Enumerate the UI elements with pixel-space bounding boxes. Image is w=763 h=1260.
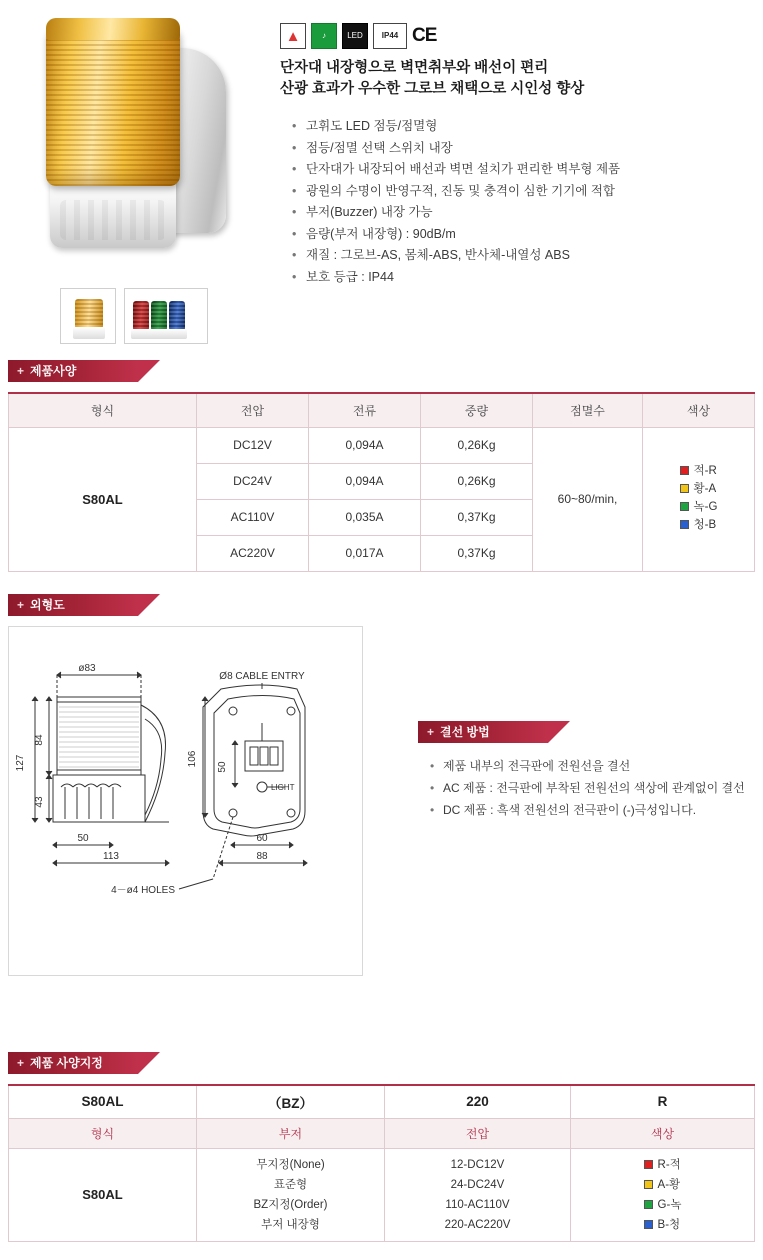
col-color: 색상 [643,393,755,427]
cell-flash-rate: 60~80/min, [533,427,643,571]
col-flash-rate: 점멸수 [533,393,643,427]
cell-weight: 0,37Kg [421,535,533,571]
section-header-wiring-label: + 결선 방법 [418,721,548,743]
color-option [644,1219,681,1231]
order-color-options [571,1148,755,1242]
thumbnail-green-icon [151,301,167,331]
order-code-color: R [571,1085,755,1119]
buzzer-icon: ♪ [311,23,337,49]
cell-current: 0,035A [309,499,421,535]
thumbnail-amber[interactable] [60,288,116,344]
color-label: 청-B [694,519,717,531]
list-item: 220-AC220V [389,1215,566,1235]
headline-line-2: 산광 효과가 우수한 그로브 채택으로 시인성 향상 [280,79,750,100]
dim-113: 113 [103,851,119,862]
color-swatch-blue-icon [680,520,689,529]
product-description [280,22,750,288]
color-option-list [644,1155,682,1236]
ce-mark: CE [412,25,436,47]
cell-weight: 0,26Kg [421,427,533,463]
list-item: 24-DC24V [389,1175,566,1195]
label-holes: 4－ø4 HOLES [111,885,175,896]
color-swatch-green-icon [680,502,689,511]
product-headline [280,58,750,100]
color-label: G-녹 [658,1199,682,1211]
color-swatch-green-icon [644,1200,653,1209]
list-item: • 부저(Buzzer) 내장 가능 [292,202,750,224]
color-swatch-red-icon [644,1160,653,1169]
lamp-icon: ▲ [280,23,306,49]
beacon-base-shape [50,176,176,248]
cell-current: 0,094A [309,463,421,499]
headline-line-1: 단자대 내장형으로 벽면취부와 배선이 편리 [280,58,750,79]
section-header-order [8,1052,158,1074]
color-label: 황-A [694,483,717,495]
thumbnail-amber-dome-icon [75,299,103,329]
list-item: • 음량(부저 내장형) : 90dB/m [292,224,750,246]
color-option [680,519,717,531]
order-label-model: 형식 [9,1118,197,1148]
cell-voltage: AC220V [197,535,309,571]
label-cable-entry: Ø8 CABLE ENTRY [219,671,305,682]
cell-colors [643,427,755,571]
list-item: 표준형 [201,1175,380,1195]
list-item: BZ지정(Order) [201,1195,380,1215]
product-main-image [18,8,258,278]
led-icon: LED [342,23,368,49]
wiring-instruction-list [430,755,748,822]
col-weight: 중량 [421,393,533,427]
thumbnail-red-icon [133,301,149,331]
section-header-outline-label: + 외형도 [8,594,138,616]
thumbnail-amber-base-icon [73,327,105,339]
cell-weight: 0,26Kg [421,463,533,499]
section-header-order-tail [138,1052,160,1074]
section-header-wiring [418,721,568,743]
list-item: • 광원의 수명이 반영구적, 진동 및 충격이 심한 기기에 적합 [292,181,750,203]
thumbnail-colors-base-icon [131,329,187,339]
section-header-order-label: + 제품 사양지정 [8,1052,138,1074]
list-item: • 단자대가 내장되어 배선과 벽면 설치가 편리한 벽부형 제품 [292,159,750,181]
outline-drawing-svg [9,627,364,977]
color-option [680,483,717,495]
list-item: • 점등/점멸 선택 스위치 내장 [292,138,750,160]
spec-section [0,360,763,572]
order-label-buzzer: 부저 [197,1118,385,1148]
thumbnail-strip [60,288,208,344]
product-overview-section [0,0,763,360]
color-option [644,1199,682,1211]
certification-badges [280,22,750,50]
color-label: B-청 [658,1219,681,1231]
list-item: 무지정(None) [201,1155,380,1175]
col-model: 형식 [9,393,197,427]
dim-60: 60 [256,833,268,844]
thumbnail-colors[interactable] [124,288,208,344]
list-item: 12-DC12V [389,1155,566,1175]
order-label-color: 색상 [571,1118,755,1148]
dim-50: 50 [77,833,89,844]
dim-43: 43 [34,796,45,808]
order-section [0,1052,763,1260]
thumbnail-blue-icon [169,301,185,331]
list-item: 부저 내장형 [201,1215,380,1235]
list-item: • DC 제품 : 흑색 전원선의 전극판이 (-)극성입니다. [430,799,748,821]
color-swatch-blue-icon [644,1220,653,1229]
cell-current: 0,094A [309,427,421,463]
list-item: • AC 제품 : 전극판에 부착된 전원선의 색상에 관계없이 결선 [430,777,748,799]
list-item: • 제품 내부의 전극판에 전원선을 결선 [430,755,748,777]
ip44-badge: IP44 [373,23,407,49]
color-label: A-황 [658,1179,681,1191]
color-swatch-red-icon [680,466,689,475]
order-code-table [8,1084,755,1243]
color-label: 적-R [694,465,717,477]
section-header-spec-label: + 제품사양 [8,360,138,382]
color-swatch-amber-icon [680,484,689,493]
cell-voltage: DC24V [197,463,309,499]
order-label-voltage: 전압 [385,1118,571,1148]
outline-section [0,594,763,976]
spec-table [8,392,755,572]
section-header-wiring-tail [548,721,570,743]
color-option [644,1159,681,1171]
order-code-row [9,1085,755,1119]
section-header-spec-tail [138,360,160,382]
beacon-dome-shape [46,26,180,186]
color-option [680,501,718,513]
section-header-spec [8,360,158,382]
cell-current: 0,017A [309,535,421,571]
order-label-row [9,1118,755,1148]
dim-88: 88 [256,851,268,862]
cell-weight: 0,37Kg [421,499,533,535]
color-option [644,1179,681,1191]
col-current: 전류 [309,393,421,427]
dim-127: 127 [15,754,26,771]
dim-106: 106 [187,750,198,767]
buzzer-option-list [201,1155,380,1236]
table-row [9,427,755,463]
wiring-subsection [418,721,748,822]
dim-dia83: ø83 [78,663,96,674]
order-voltage-options [385,1148,571,1242]
color-option [680,465,717,477]
dim-50b: 50 [217,761,228,773]
feature-list [292,116,750,288]
outline-drawing-box [8,626,363,976]
order-code-voltage: 220 [385,1085,571,1119]
order-buzzer-options [197,1148,385,1242]
order-code-buzzer: （BZ） [197,1085,385,1119]
col-voltage: 전압 [197,393,309,427]
order-code-model: S80AL [9,1085,197,1119]
outline-drawing-area [8,626,755,976]
voltage-option-list [389,1155,566,1236]
beacon-dome-cap-shape [46,18,180,40]
color-label: R-적 [658,1159,681,1171]
list-item: • 고휘도 LED 점등/점멸형 [292,116,750,138]
list-item: • 재질 : 그로브-AS, 몸체-ABS, 반사체-내열성 ABS [292,245,750,267]
label-light: LIGHT [271,783,295,792]
table-header-row [9,393,755,427]
order-options-row [9,1148,755,1242]
order-model-value: S80AL [9,1148,197,1242]
list-item: • 보호 등급 : IP44 [292,267,750,289]
color-option-list [680,463,718,534]
cell-model: S80AL [9,427,197,571]
section-header-outline-tail [138,594,160,616]
dim-84: 84 [34,734,45,746]
color-label: 녹-G [694,501,718,513]
list-item: 110-AC110V [389,1195,566,1215]
cell-voltage: DC12V [197,427,309,463]
page-bottom-spacer [0,1242,763,1260]
color-swatch-amber-icon [644,1180,653,1189]
cell-voltage: AC110V [197,499,309,535]
section-header-outline [8,594,158,616]
